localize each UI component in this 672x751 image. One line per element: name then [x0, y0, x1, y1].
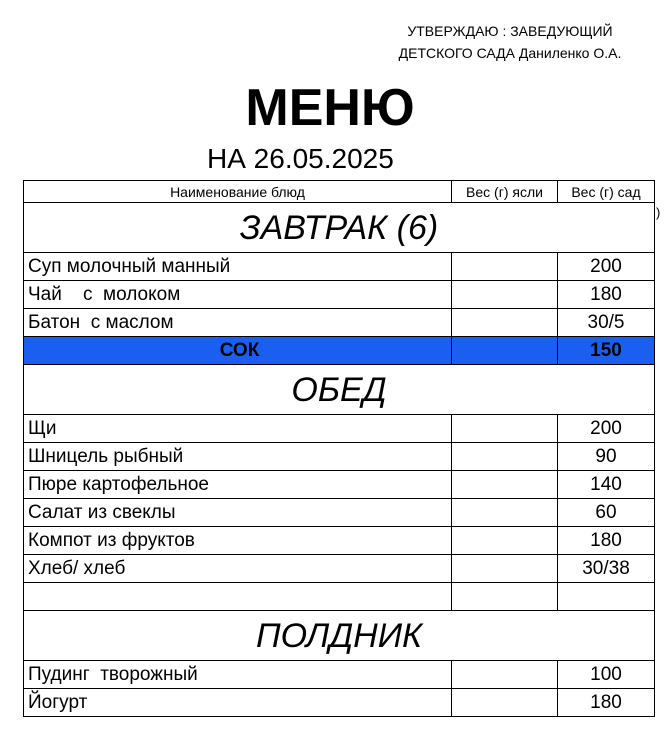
dish-name: СОК	[24, 337, 452, 365]
table-row-highlighted	[24, 337, 655, 365]
weight-garden: 90	[558, 443, 655, 471]
table-row	[24, 415, 655, 443]
weight-garden: 200	[558, 253, 655, 281]
dish-name: Хлеб/ хлеб	[24, 555, 452, 583]
stray-mark: )	[656, 205, 661, 220]
section-title: ПОЛДНИК	[24, 611, 655, 661]
weight-garden: 60	[558, 499, 655, 527]
header-weight-garden: Вес (г) сад	[558, 181, 655, 203]
approval-line-1: УТВЕРЖДАЮ : ЗАВЕДУЮЩИЙ	[407, 23, 613, 39]
section-breakfast	[24, 203, 655, 253]
header-dish-name: Наименование блюд	[24, 181, 452, 203]
page-title: МЕНЮ	[245, 79, 415, 137]
weight-garden: 200	[558, 415, 655, 443]
dish-name: Щи	[24, 415, 452, 443]
section-title: ЗАВТРАК (6)	[24, 203, 655, 253]
table-row	[24, 443, 655, 471]
dish-name: Пюре картофельное	[24, 471, 452, 499]
table-header-row	[24, 181, 655, 203]
dish-name: Компот из фруктов	[24, 527, 452, 555]
table-row	[24, 281, 655, 309]
weight-nursery	[452, 527, 558, 555]
weight-nursery	[452, 583, 558, 611]
weight-nursery	[452, 471, 558, 499]
weight-nursery	[452, 661, 558, 689]
weight-nursery	[452, 337, 558, 365]
weight-nursery	[452, 555, 558, 583]
weight-nursery	[452, 499, 558, 527]
weight-nursery	[452, 309, 558, 337]
dish-name: Чай с молоком	[24, 281, 452, 309]
weight-garden	[558, 583, 655, 611]
weight-garden: 30/38	[558, 555, 655, 583]
weight-garden: 150	[558, 337, 655, 365]
weight-garden: 180	[558, 689, 655, 717]
table-row	[24, 661, 655, 689]
dish-name: Салат из свеклы	[24, 499, 452, 527]
weight-nursery	[452, 253, 558, 281]
weight-nursery	[452, 689, 558, 717]
table-row	[24, 555, 655, 583]
weight-garden: 180	[558, 281, 655, 309]
section-lunch	[24, 365, 655, 415]
menu-date: НА 26.05.2025	[207, 143, 394, 174]
weight-nursery	[452, 415, 558, 443]
approval-line-2: ДЕТСКОГО САДА Даниленко О.А.	[398, 45, 622, 61]
weight-garden: 180	[558, 527, 655, 555]
weight-garden: 140	[558, 471, 655, 499]
table-row	[24, 253, 655, 281]
dish-name: Йогурт	[24, 689, 452, 717]
weight-nursery	[452, 281, 558, 309]
table-row	[24, 527, 655, 555]
table-row	[24, 309, 655, 337]
table-row	[24, 689, 655, 717]
approval-block	[360, 20, 660, 64]
dish-name: Батон с маслом	[24, 309, 452, 337]
section-title: ОБЕД	[24, 365, 655, 415]
dish-name: Суп молочный манный	[24, 253, 452, 281]
menu-table	[23, 180, 655, 717]
dish-name	[24, 583, 452, 611]
table-row	[24, 471, 655, 499]
weight-garden: 100	[558, 661, 655, 689]
dish-name: Шницель рыбный	[24, 443, 452, 471]
weight-garden: 30/5	[558, 309, 655, 337]
table-row-empty	[24, 583, 655, 611]
section-snack	[24, 611, 655, 661]
header-weight-nursery: Вес (г) ясли	[452, 181, 558, 203]
weight-nursery	[452, 443, 558, 471]
dish-name: Пудинг творожный	[24, 661, 452, 689]
table-row	[24, 499, 655, 527]
